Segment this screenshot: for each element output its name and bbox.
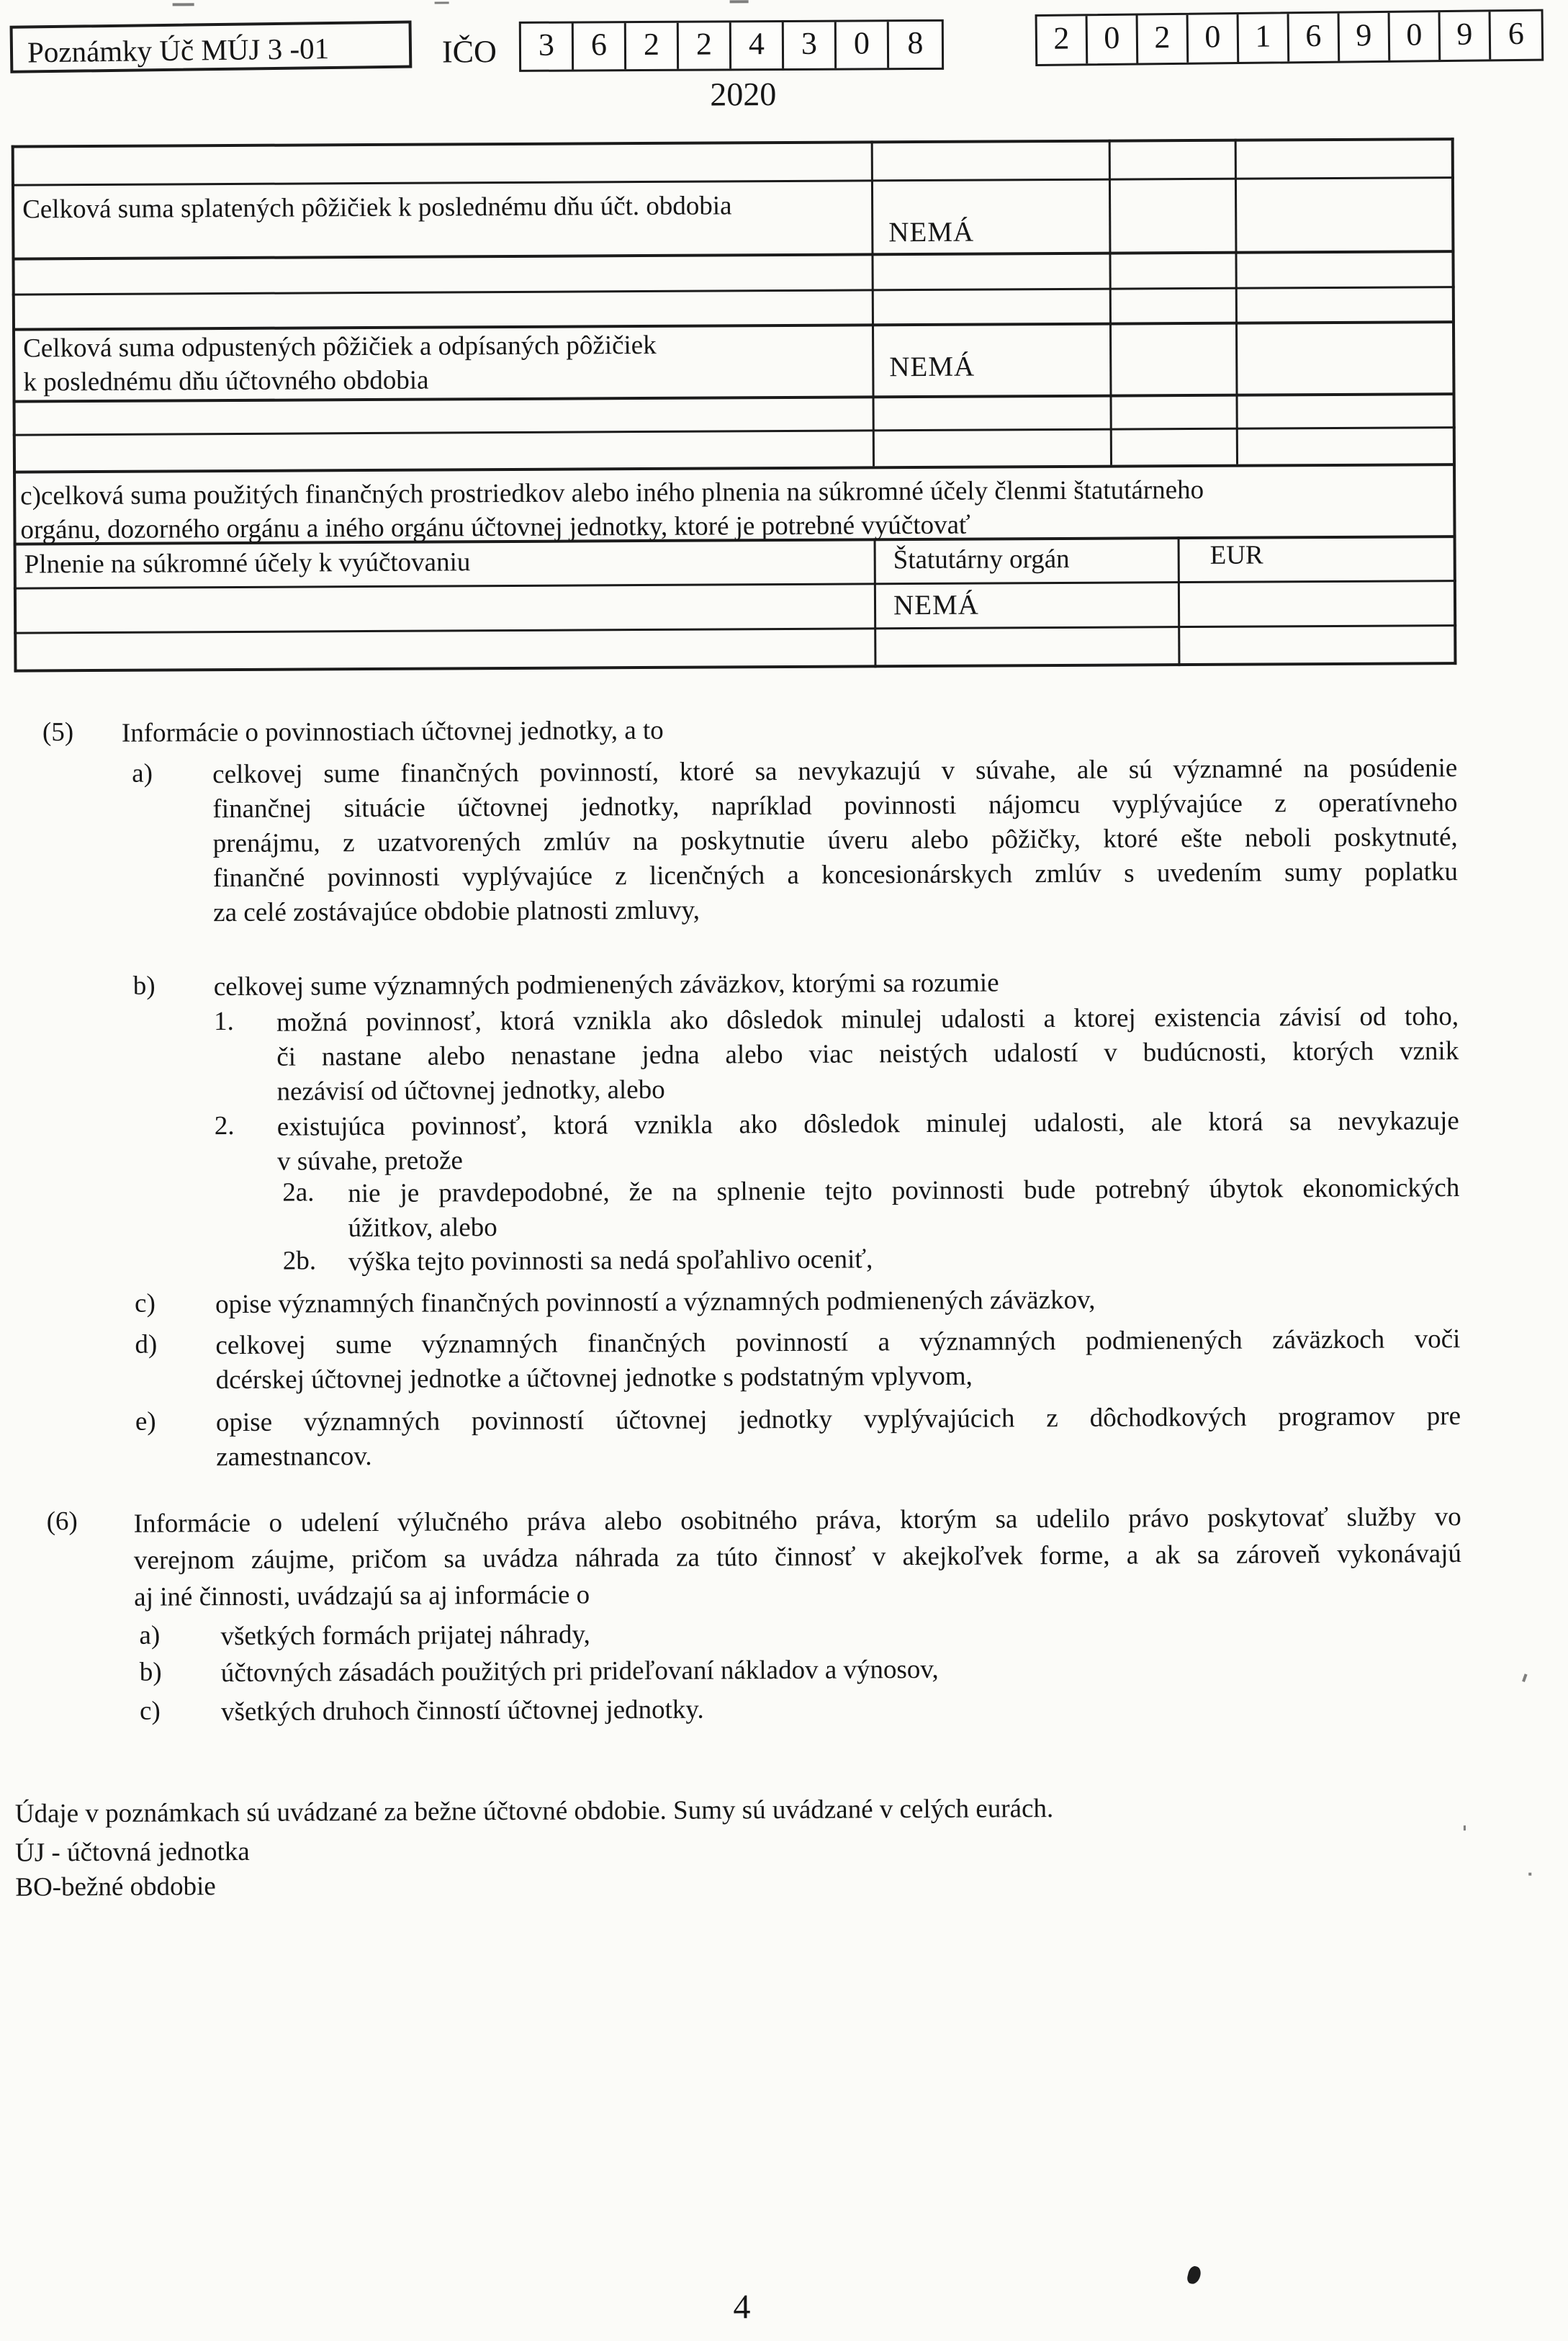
paragraph-5-heading: (5) Informácie o povinnostiach účtovnej jednotky, a to (42, 715, 664, 748)
value-nema: NEMÁ (888, 216, 975, 248)
ico-digit: 2 (626, 23, 679, 69)
code-digit: 6 (1289, 14, 1341, 62)
ico-digit: 6 (574, 23, 626, 69)
ico-digit: 0 (837, 22, 889, 68)
code-digit: 0 (1189, 14, 1240, 63)
form-title-box (10, 20, 413, 73)
paragraph-6c: c) všetkých druhoch činností účtovnej jednotky. (139, 1694, 704, 1727)
ico-digit: 3 (784, 22, 837, 68)
paragraph-5b-item1: 1. možná povinnosť, ktorá vznikla ako dôsledok minulej udalosti a ktorej existencia závisí od toho, či nastane alebo nenastane jedna alebo viac neistých udalostí v budúcnosti, ktorých vznik nezávisí od účtovnej jednotky, alebo (213, 1002, 1459, 1107)
table-row-label: Celková suma odpustených pôžičiek a odpísaných pôžičiek k poslednému dňu účtovného obdobia (23, 330, 657, 397)
paragraph-5d: d) celkovej sume významných finančných povinností a významných podmienených záväzkoch voči dcérskej účtovnej jednotke a účtovnej jednotke s podstatným vplyvom, (135, 1324, 1461, 1396)
form-title: Poznámky Úč MÚJ 3 -01 (27, 32, 330, 69)
value-nema: NEMÁ (893, 589, 979, 621)
page-number: 4 (733, 2288, 751, 2327)
paragraph-5b-heading: b) celkovej sume významných podmienených záväzkov, ktorými sa rozumie (132, 968, 999, 1002)
loans-table (12, 138, 1457, 672)
scan-speck (1464, 1825, 1466, 1830)
table-row-label: Celková suma splatených pôžičiek k poslednému dňu účt. obdobia (22, 191, 732, 225)
value-nema: NEMÁ (889, 351, 976, 383)
footer-note-bo: BO-bežné obdobie (15, 1872, 216, 1902)
paragraph-5c: c) opise významných finančných povinností a významných podmienených záväzkov, (134, 1285, 1096, 1320)
ico-digit: 4 (731, 22, 784, 68)
private-use-label: Plnenie na súkromné účely k vyúčtovaniu (24, 547, 471, 580)
paragraph-5b-item2b: 2b. výška tejto povinnosti sa nedá spoľahlivo oceniť, (282, 1244, 873, 1277)
ico-digit: 8 (907, 24, 924, 61)
code-digit: 1 (1239, 14, 1290, 62)
scan-speck (173, 3, 194, 6)
scan-speck (730, 0, 749, 3)
currency-label: EUR (1209, 540, 1263, 570)
organ-label: Štatutárny orgán (893, 544, 1070, 575)
scan-speck (1528, 1873, 1531, 1876)
code-digit: 9 (1441, 12, 1492, 60)
year-label: 2020 (710, 76, 777, 113)
document-code-boxes (1035, 9, 1544, 66)
code-digit: 0 (1390, 12, 1441, 60)
section-c-text: c)celková suma použitých finančných prostriedkov alebo iného plnenia na súkromné účely členmi štatutárneho orgánu, dozorného orgánu a iného orgánu účtovnej jednotky, ktoré je potrebné vyúčtovať (20, 475, 1204, 545)
ico-digit-boxes (519, 19, 944, 72)
paragraph-5b-item2a: 2a. nie je pravdepodobné, že na splnenie tejto povinnosti bude potrebný úbytok ekonomických úžitkov, alebo (282, 1173, 1460, 1244)
ico-label: IČO (441, 34, 497, 70)
code-digit: 0 (1088, 16, 1139, 64)
footer-note-uj: ÚJ - účtovná jednotka (14, 1836, 250, 1868)
paragraph-5b-item2: 2. existujúca povinnosť, ktorá vznikla ako dôsledok minulej udalosti, ale ktorá sa nevykazuje v súvahe, pretože (214, 1106, 1459, 1177)
ico-digit: 2 (679, 22, 731, 68)
paragraph-5e: e) opise významných povinností účtovnej jednotky vyplývajúcich z dôchodkových programov pre zamestnancov. (135, 1401, 1461, 1473)
paragraph-6: (6) Informácie o udelení výlučného práva alebo osobitného práva, ktorým sa udelilo právo poskytovať služby vo verejnom záujme, pričom sa uvádza náhrada za túto činnosť v akejkoľvek forme, a ak sa zároveň vykonávajú aj iné činnosti, uvádzajú sa aj informácie o (46, 1502, 1462, 1612)
code-digit: 2 (1138, 15, 1189, 63)
paragraph-6b: b) účtovných zásadách použitých pri prideľovaní nákladov a výnosov, (139, 1654, 939, 1689)
scan-speck (435, 1, 449, 4)
code-digit: 6 (1508, 15, 1525, 52)
ico-digit: 3 (521, 24, 574, 70)
paragraph-6a: a) všetkých formách prijatej náhrady, (139, 1619, 590, 1652)
code-digit: 2 (1037, 16, 1089, 64)
ink-blot (1186, 2265, 1202, 2285)
paragraph-5a: a) celkovej sume finančných povinností, ktoré sa nevykazujú v súvahe, ale sú významné na posúdenie finančnej situácie účtovnej jednotky, napríklad povinnosti nájomcu vyplývajúce z operatívneho prenájmu, z uzatvorených zmlúv na poskytnutie úveru alebo pôžičky, ktoré ešte neboli poskytnuté, finančné povinnosti vyplývajúce z licenčných a koncesionárskych zmlúv s uvedením sumy poplatku za celé zostávajúce obdobie platnosti zmluvy, (132, 753, 1459, 928)
scan-speck (1522, 1673, 1527, 1682)
code-digit: 9 (1340, 13, 1391, 61)
footer-note-period: Údaje v poznámkach sú uvádzané za bežne účtovné obdobie. Sumy sú uvádzané v celých eurách. (14, 1794, 1054, 1829)
